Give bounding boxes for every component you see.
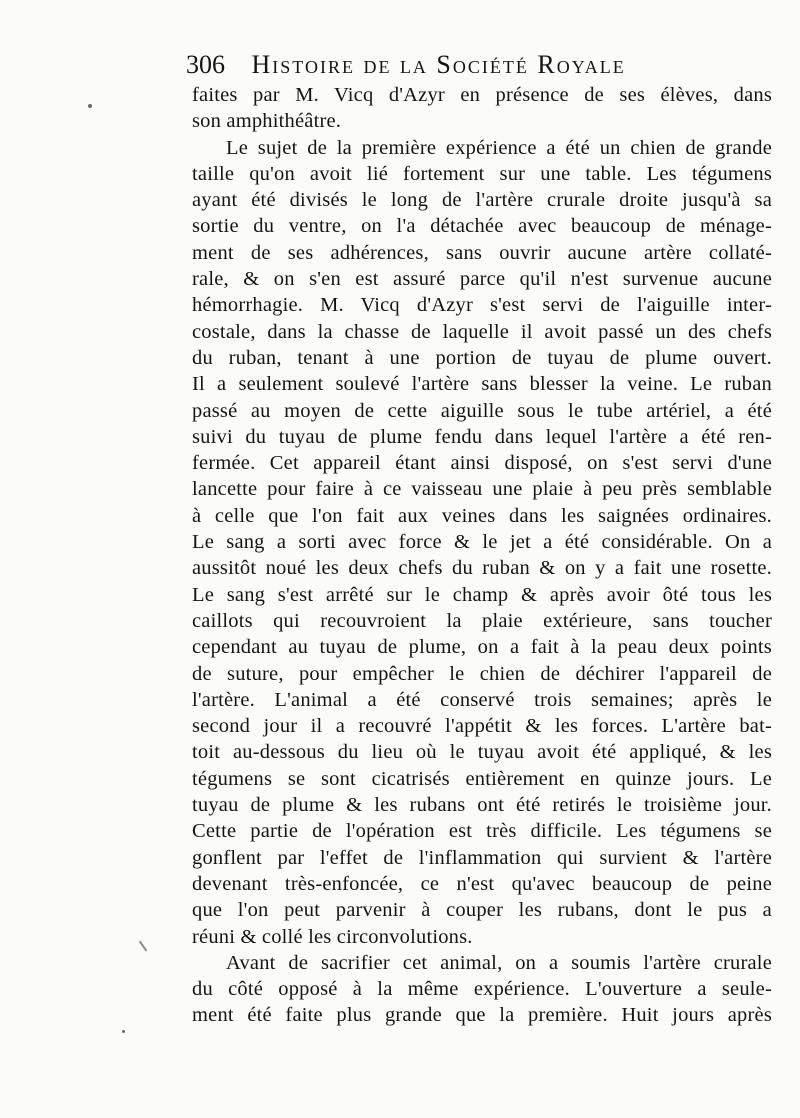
margin-speck: [139, 941, 148, 952]
text-line: suivi du tuyau de plume fendu dans lequel l'artère a été ren-: [192, 425, 772, 448]
body-text: [192, 82, 772, 1029]
margin-speck: [122, 1030, 125, 1033]
text-line: Le sujet de la première expérience a été un chien de grande: [226, 136, 772, 159]
text-line: son amphithéâtre.: [192, 110, 342, 133]
text-line: passé au moyen de cette aiguille sous le tube artériel, a été: [192, 399, 772, 422]
text-line: caillots qui recouvroient la plaie extérieure, sans toucher: [192, 609, 772, 632]
margin-speck: [88, 104, 92, 108]
text-line: tuyau de plume & les rubans ont été retirés le troisième jour.: [192, 794, 772, 817]
text-line: tégumens se sont cicatrisés entièrement en quinze jours. Le: [192, 767, 772, 790]
text-line: Cette partie de l'opération est très difficile. Les tégumens se: [192, 820, 772, 843]
text-line: du côté opposé à la même expérience. L'ouverture a seule-: [192, 978, 772, 1001]
text-line: Le sang s'est arrêté sur le champ & après avoir ôté tous les: [192, 583, 772, 606]
running-title: Histoire de la Société Royale: [251, 50, 626, 79]
text-line: ment été faite plus grande que la première. Huit jours après: [192, 1004, 772, 1027]
text-line: que l'on peut parvenir à couper les rubans, dont le pus a: [192, 899, 772, 922]
text-line: ment de ses adhérences, sans ouvrir aucune artère collaté-: [192, 241, 772, 264]
text-line: taille qu'on avoit lié fortement sur une table. Les tégumens: [192, 162, 772, 185]
text-line: hémorrhagie. M. Vicq d'Azyr s'est servi de l'aiguille inter-: [192, 294, 772, 317]
text-line: lancette pour faire à ce vaisseau une plaie à peu près semblable: [192, 478, 772, 501]
text-line: réuni & collé les circonvolutions.: [192, 925, 473, 948]
text-line: de suture, pour empêcher le chien de déchirer l'appareil de: [192, 662, 772, 685]
text-line: costale, dans la chasse de laquelle il avoit passé un des chefs: [192, 320, 772, 343]
text-line: du ruban, tenant à une portion de tuyau de plume ouvert.: [192, 346, 772, 369]
text-line: l'artère. L'animal a été conservé trois semaines; après le: [192, 688, 772, 711]
text-line: cependant au tuyau de plume, on a fait à la peau deux points: [192, 636, 772, 659]
text-line: gonflent par l'effet de l'inflammation qui survient & l'artère: [192, 846, 772, 869]
text-line: rale, & on s'en est assuré parce qu'il n'est survenue aucune: [192, 268, 772, 291]
text-line: faites par M. Vicq d'Azyr en présence de ses élèves, dans: [192, 84, 772, 106]
text-line: toit au-dessous du lieu où le tuyau avoit été appliqué, & les: [192, 741, 772, 764]
text-line: aussitôt noué les deux chefs du ruban & on y a fait une rosette.: [192, 557, 772, 580]
running-header: [186, 48, 726, 82]
text-line: fermée. Cet appareil étant ainsi disposé, on s'est servi d'une: [192, 452, 772, 475]
text-line: Il a seulement soulevé l'artère sans blesser la veine. Le ruban: [192, 373, 772, 396]
text-line: sortie du ventre, on l'a détachée avec beaucoup de ménage-: [192, 215, 772, 238]
text-line: à celle que l'on fait aux veines dans les saignées ordinaires.: [192, 504, 772, 527]
text-line: ayant été divisés le long de l'artère crurale droite jusqu'à sa: [192, 189, 772, 212]
text-line: Avant de sacrifier cet animal, on a soumis l'artère crurale: [226, 951, 772, 974]
text-line: devenant très-enfoncée, ce n'est qu'avec beaucoup de peine: [192, 872, 772, 895]
text-line: Le sang a sorti avec force & le jet a été considérable. On a: [192, 531, 772, 554]
text-line: second jour il a recouvré l'appétit & les forces. L'artère bat-: [192, 715, 772, 738]
page-number: 306: [186, 50, 225, 79]
